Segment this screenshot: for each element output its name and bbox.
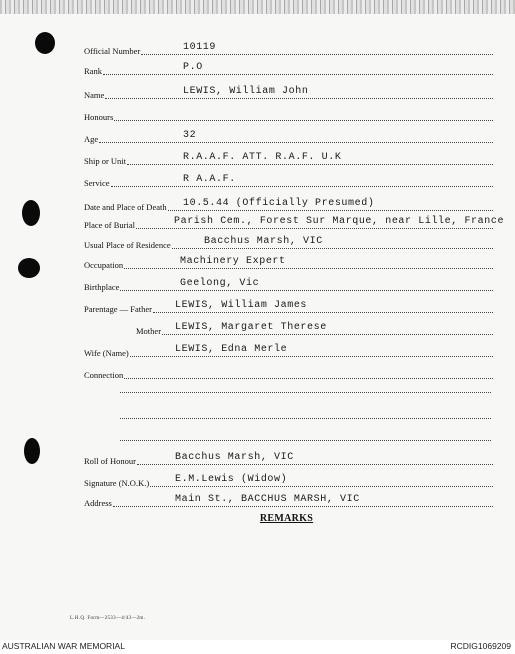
field-value: R.A.A.F. ATT. R.A.F. U.K	[183, 152, 342, 163]
field-label: Date and Place of Death	[84, 202, 167, 212]
dotted-line	[113, 506, 493, 507]
form-row	[0, 170, 515, 190]
field-label: Wife (Name)	[84, 348, 129, 358]
field-value: Main St., BACCHUS MARSH, VIC	[175, 494, 360, 505]
dotted-line	[153, 312, 493, 313]
field-value: Geelong, Vic	[180, 278, 260, 289]
form-row	[0, 470, 515, 490]
dotted-line	[150, 486, 493, 487]
field-label: Parentage — Father	[84, 304, 152, 314]
field-label: Connection	[84, 370, 124, 380]
field-value: 10119	[183, 42, 217, 53]
form-row	[0, 274, 515, 294]
field-label: Signature (N.O.K.)	[84, 478, 150, 488]
field-label: Name	[84, 90, 105, 100]
field-value: Parish Cem., Forest Sur Marque, near Lille, France	[174, 216, 505, 227]
form-row	[0, 126, 515, 146]
scan-edge	[0, 0, 515, 14]
field-value: 10.5.44 (Officially Presumed)	[183, 198, 375, 209]
field-label: Rank	[84, 66, 102, 76]
field-label: Place of Burial	[84, 220, 135, 230]
form-row	[0, 296, 515, 316]
dotted-line	[137, 464, 493, 465]
dotted-line	[105, 98, 493, 99]
field-label: Ship or Unit	[84, 156, 127, 166]
form-row	[0, 38, 515, 58]
field-value: R A.A.F.	[183, 174, 236, 185]
field-label: Official Number	[84, 46, 141, 56]
form-row	[0, 232, 515, 252]
field-label: Occupation	[84, 260, 124, 270]
form-row	[0, 212, 515, 232]
footer-record-id: RCDIG1069209	[450, 641, 511, 651]
dotted-line	[127, 164, 493, 165]
dotted-line	[111, 186, 493, 187]
dotted-line	[172, 248, 493, 249]
field-value: Bacchus Marsh, VIC	[175, 452, 294, 463]
field-label: Honours	[84, 112, 114, 122]
dotted-line	[130, 356, 493, 357]
field-value: LEWIS, Margaret Therese	[175, 322, 327, 333]
dotted-line	[124, 268, 493, 269]
field-value: LEWIS, Edna Merle	[175, 344, 288, 355]
dotted-line	[162, 334, 493, 335]
form-row	[0, 490, 515, 510]
connection-line	[120, 440, 491, 441]
form-row	[0, 340, 515, 360]
form-row	[0, 318, 515, 338]
dotted-line	[141, 54, 493, 55]
field-label: Birthplace	[84, 282, 120, 292]
form-imprint: L.H.Q. Form—2533—4/43—2m.	[70, 616, 146, 621]
dotted-line	[103, 74, 493, 75]
dotted-line	[136, 228, 493, 229]
field-value: 32	[183, 130, 197, 141]
field-label: Service	[84, 178, 110, 188]
field-label: Usual Place of Residence	[84, 240, 171, 250]
form-row	[0, 362, 515, 382]
field-value: Machinery Expert	[180, 256, 286, 267]
field-value: P.O	[183, 62, 203, 73]
connection-line	[120, 392, 491, 393]
form-row	[0, 448, 515, 468]
field-label: Roll of Honour	[84, 456, 136, 466]
connection-line	[120, 418, 491, 419]
field-value: LEWIS, William James	[175, 300, 308, 311]
dotted-line	[99, 142, 493, 143]
footer-bar	[0, 640, 515, 654]
form-row	[0, 148, 515, 168]
form-row	[0, 104, 515, 124]
form-row	[0, 82, 515, 102]
form-row	[0, 58, 515, 78]
field-label: Mother	[136, 326, 162, 336]
footer-institution: AUSTRALIAN WAR MEMORIAL	[2, 641, 125, 651]
dotted-line	[124, 378, 493, 379]
field-label: Address	[84, 498, 112, 508]
dotted-line	[120, 290, 493, 291]
form-row	[0, 194, 515, 214]
dotted-line	[114, 120, 493, 121]
field-value: Bacchus Marsh, VIC	[204, 236, 323, 247]
field-label: Age	[84, 134, 99, 144]
field-value: E.M.Lewis (Widow)	[175, 474, 288, 485]
remarks-heading: REMARKS	[259, 513, 314, 524]
dotted-line	[168, 210, 493, 211]
form-row	[0, 252, 515, 272]
field-value: LEWIS, William John	[183, 86, 309, 97]
